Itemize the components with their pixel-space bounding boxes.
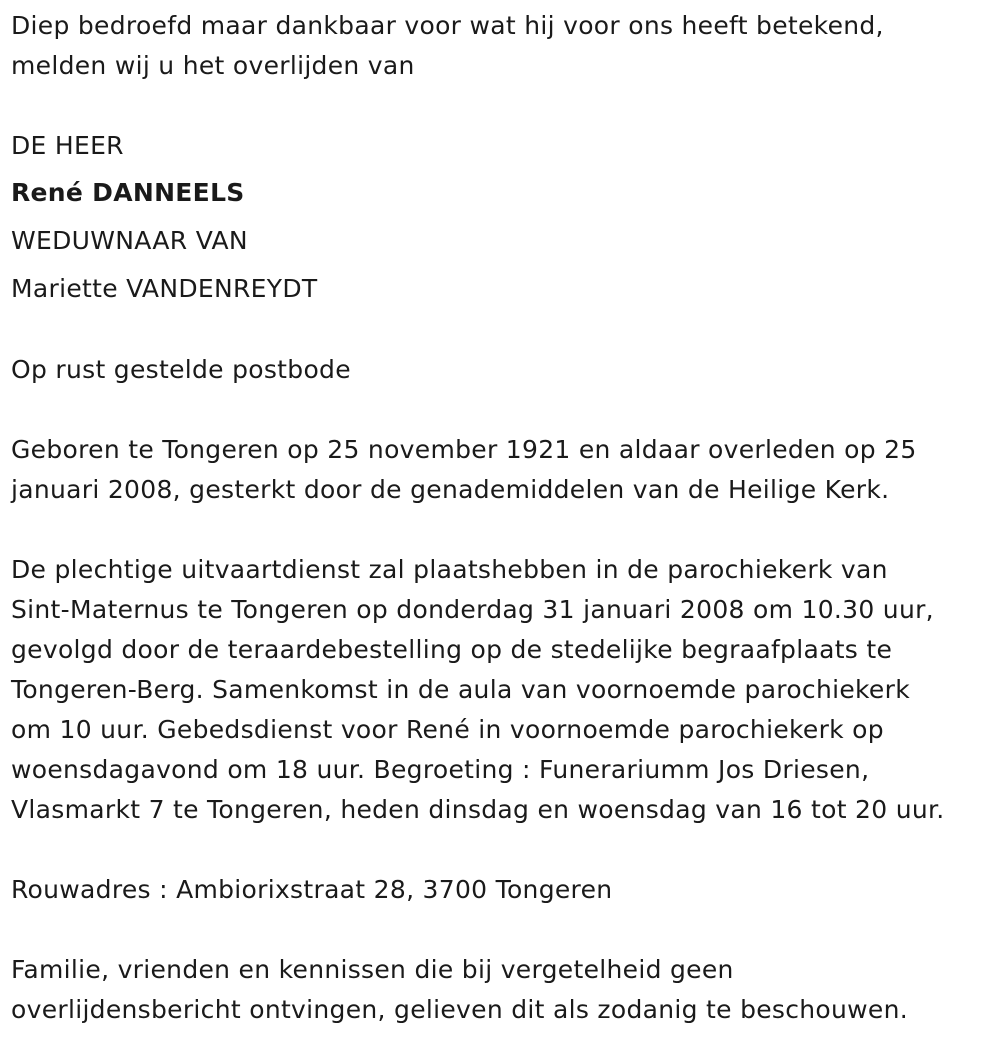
service-line-6: woensdagavond om 18 uur. Begroeting : Funerariumm Jos Driesen, bbox=[11, 755, 870, 784]
service-line-4: Tongeren-Berg. Samenkomst in de aula van voornoemde parochiekerk bbox=[11, 675, 910, 704]
service-line-1: De plechtige uitvaartdienst zal plaatshebben in de parochiekerk van bbox=[11, 555, 888, 584]
birth-death-line-2: januari 2008, gesterkt door de genademiddelen van de Heilige Kerk. bbox=[11, 475, 890, 504]
service-line-7: Vlasmarkt 7 te Tongeren, heden dinsdag en woensdag van 16 tot 20 uur. bbox=[11, 795, 945, 824]
widower-label: WEDUWNAAR VAN bbox=[11, 226, 248, 255]
intro-line-2: melden wij u het overlijden van bbox=[11, 51, 415, 80]
birth-death-line-1: Geboren te Tongeren op 25 november 1921 en aldaar overleden op 25 bbox=[11, 435, 917, 464]
title-line: DE HEER bbox=[11, 131, 124, 160]
intro-line-1: Diep bedroefd maar dankbaar voor wat hij voor ons heeft betekend, bbox=[11, 11, 884, 40]
closing-line-1: Familie, vrienden en kennissen die bij vergetelheid geen bbox=[11, 955, 734, 984]
service-line-3: gevolgd door de teraardebestelling op de stedelijke begraafplaats te bbox=[11, 635, 893, 664]
deceased-name: René DANNEELS bbox=[11, 178, 245, 207]
occupation-line: Op rust gestelde postbode bbox=[11, 355, 351, 384]
mourning-address: Rouwadres : Ambiorixstraat 28, 3700 Tongeren bbox=[11, 875, 613, 904]
service-line-2: Sint-Maternus te Tongeren op donderdag 31 januari 2008 om 10.30 uur, bbox=[11, 595, 934, 624]
spouse-name: Mariette VANDENREYDT bbox=[11, 274, 318, 303]
service-line-5: om 10 uur. Gebedsdienst voor René in voornoemde parochiekerk op bbox=[11, 715, 884, 744]
closing-line-2: overlijdensbericht ontvingen, gelieven dit als zodanig te beschouwen. bbox=[11, 995, 908, 1024]
